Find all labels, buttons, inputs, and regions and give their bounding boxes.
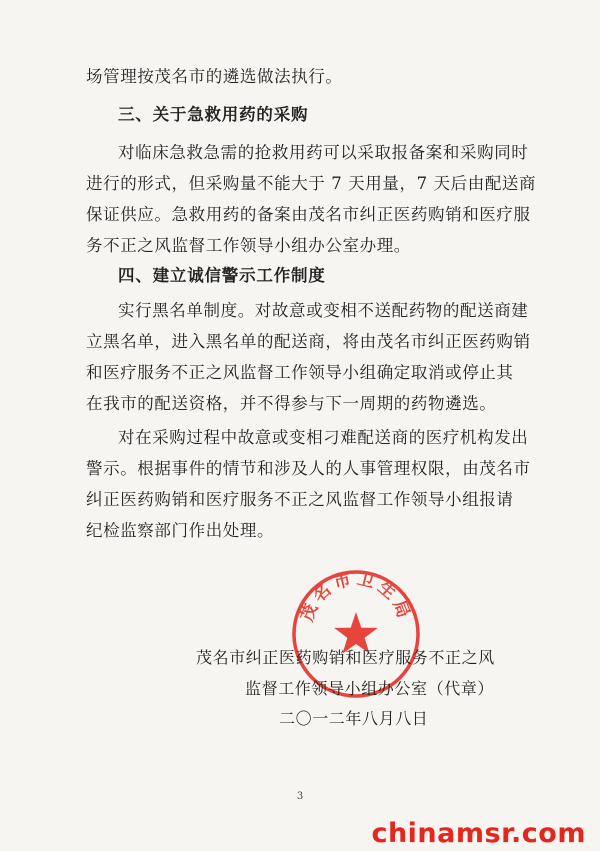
text-line: 保证供应。急救用药的备案由茂名市纠正医药购销和医疗服	[86, 205, 531, 224]
text-line: 和医疗服务不正之风监督工作领导小组确定取消或停止其	[86, 363, 514, 382]
signature-date: 二〇一二年八月八日	[279, 709, 429, 728]
watermark: chinamsr.com	[371, 818, 586, 849]
text-line: 场管理按茂名市的遴选做法执行。	[86, 67, 343, 86]
page-number: 3	[296, 791, 304, 802]
signature-org-line-1: 茂名市纠正医药购销和医疗服务不正之风	[196, 648, 495, 667]
section-heading-3: 三、关于急救用药的采购	[118, 105, 309, 124]
signature-org-line-2: 监督工作领导小组办公室（代章）	[245, 679, 495, 698]
text-line: 实行黑名单制度。对故意或变相不送配药物的配送商建	[118, 301, 529, 320]
text-line: 立黑名单，进入黑名单的配送商，将由茂名市纠正医药购销	[86, 332, 531, 351]
text-line: 务不正之风监督工作领导小组办公室办理。	[86, 236, 411, 255]
text-line: 警示。根据事件的情节和涉及人的人事管理权限，由茂名市	[86, 459, 531, 478]
text-line: 进行的形式，但采购量不能大于 7 天用量，7 天后由配送商	[86, 174, 537, 193]
seal-text: 茂名市卫生局	[297, 569, 415, 625]
text-line: 在我市的配送资格，并不得参与下一周期的药物遴选。	[86, 394, 497, 413]
text-line: 对临床急救急需的抢救用药可以采取报备案和采购同时	[118, 143, 529, 162]
text-line: 对在采购过程中故意或变相刁难配送商的医疗机构发出	[118, 428, 529, 447]
text-line: 纪检监察部门作出处理。	[86, 521, 275, 540]
text-line: 纠正医药购销和医疗服务不正之风监督工作领导小组报请	[86, 490, 514, 509]
section-heading-4: 四、建立诚信警示工作制度	[118, 266, 326, 285]
